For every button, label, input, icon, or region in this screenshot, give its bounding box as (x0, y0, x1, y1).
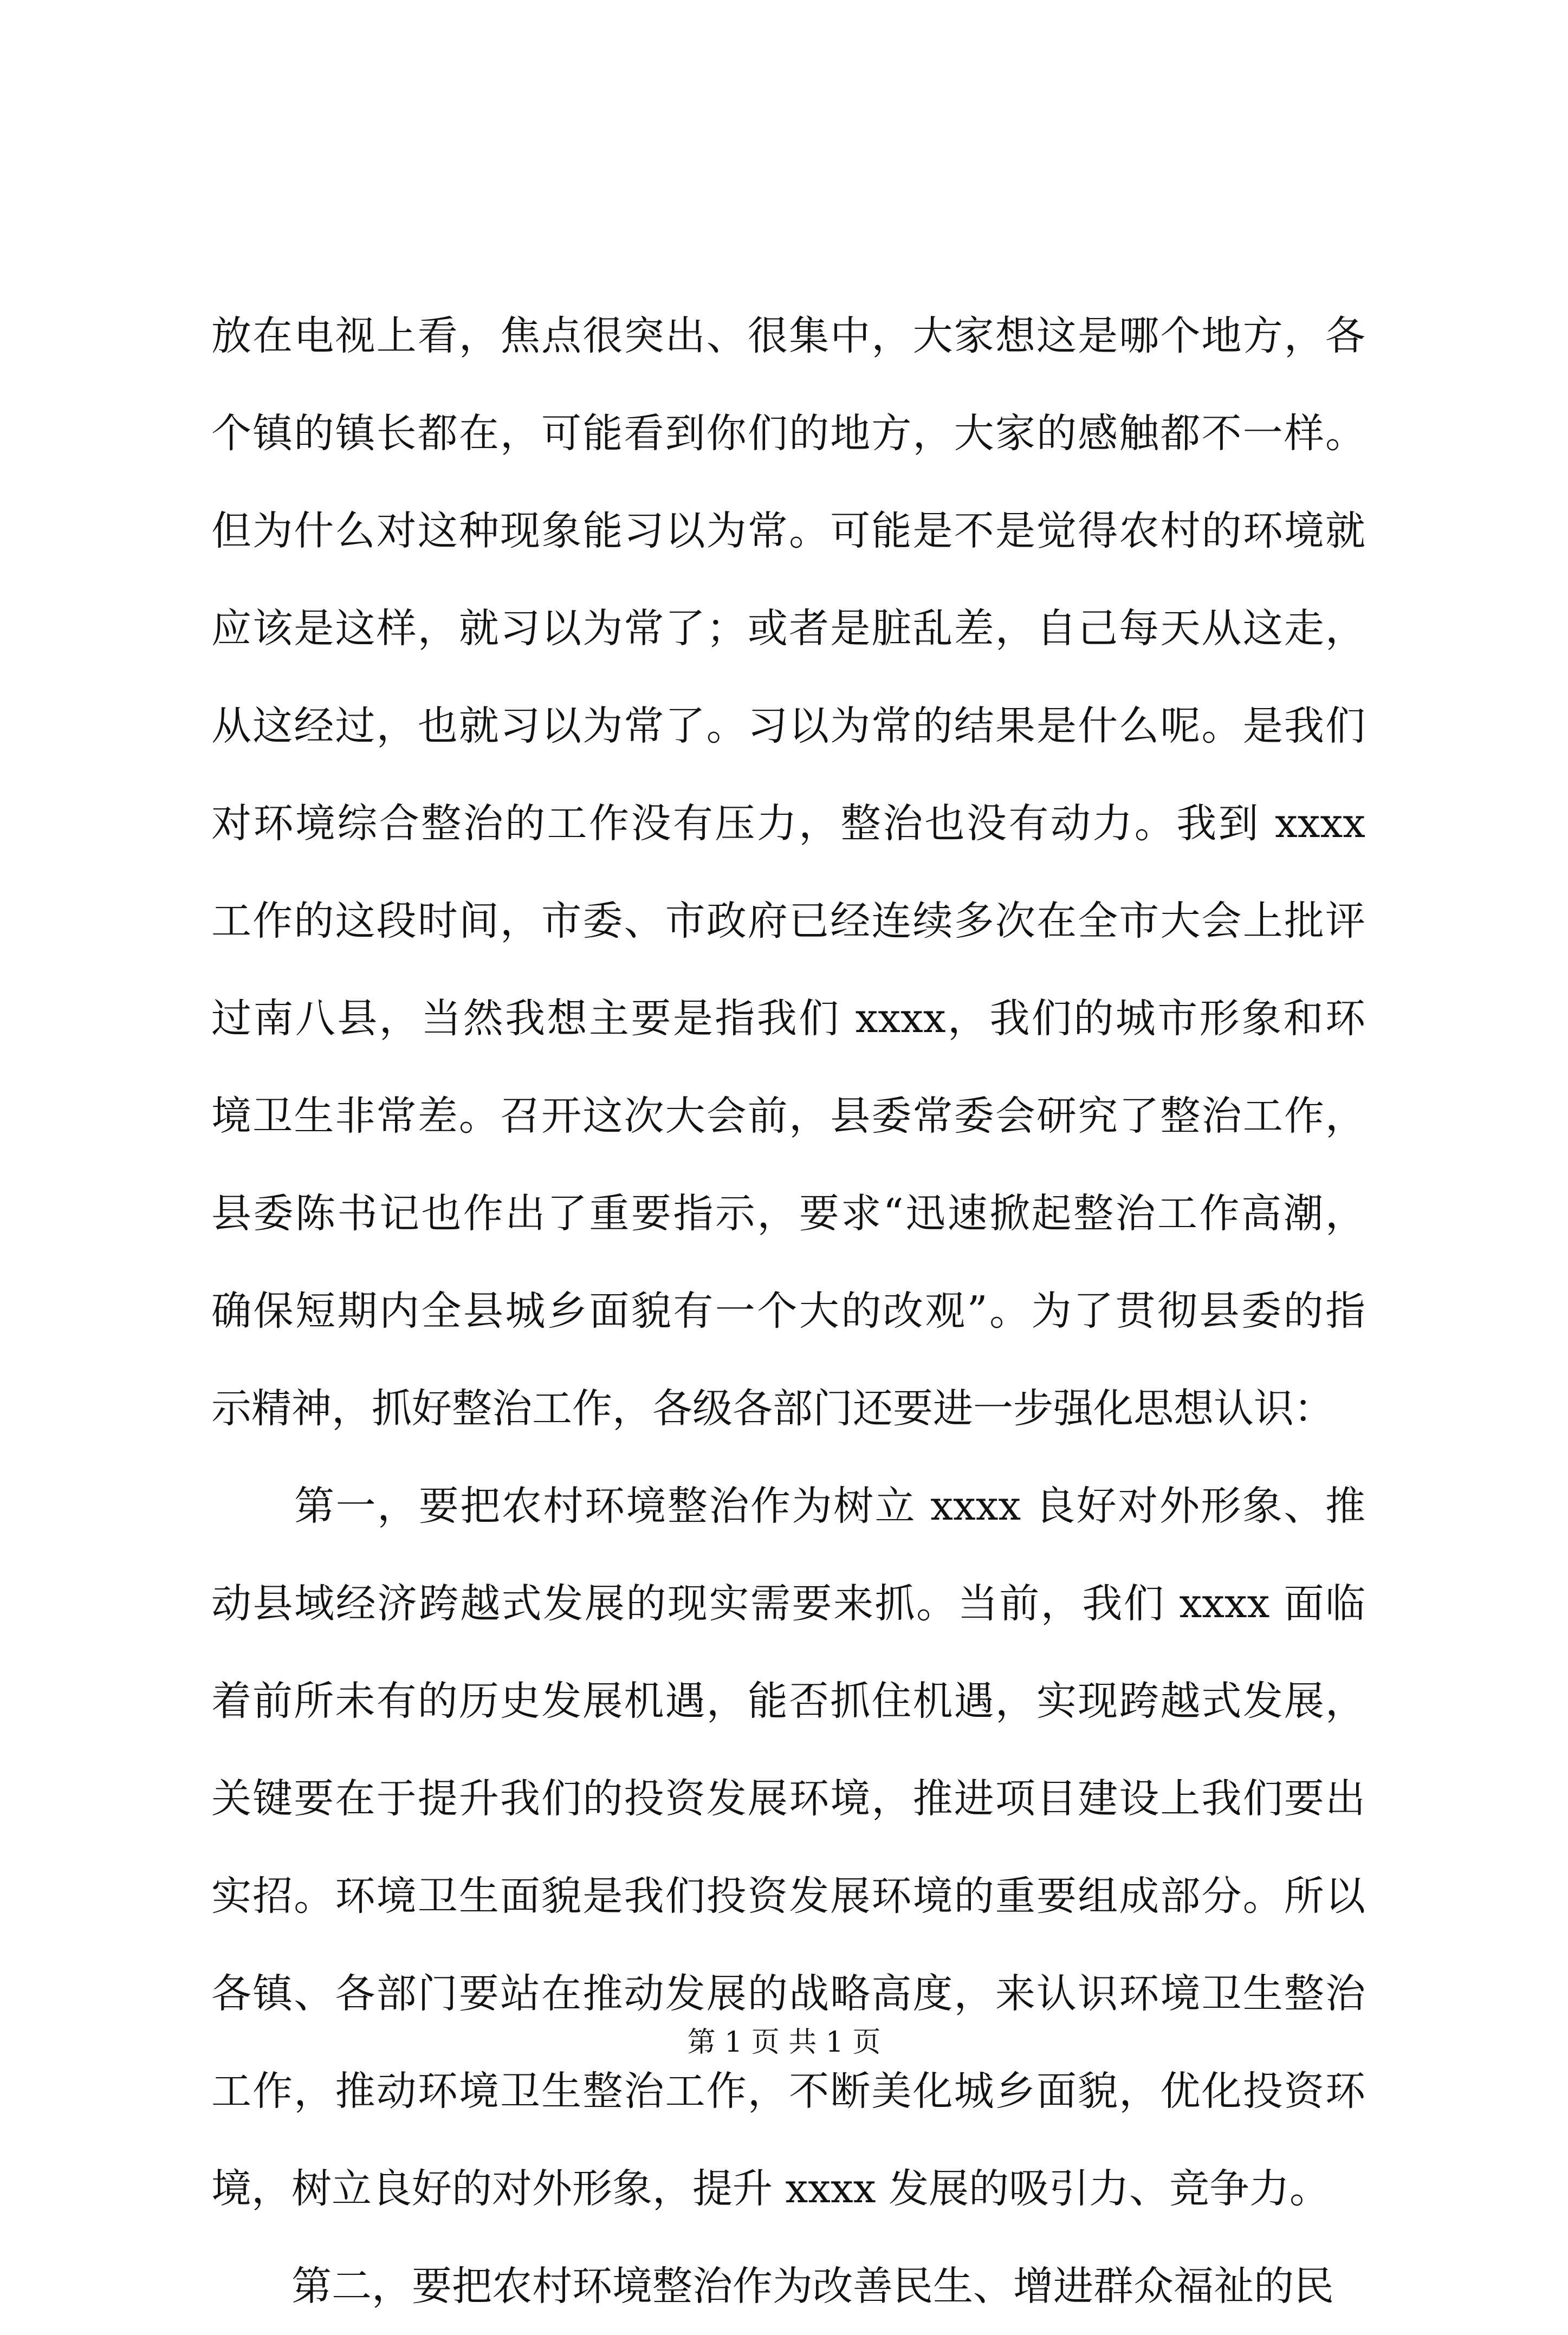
text-line: 第二，要把农村环境整治作为改善民生、增进群众福祉的民 (211, 2263, 1334, 2310)
text-line: 过南八县，当然我想主要是指我们 xxxx，我们的城市形象和环 (211, 995, 1365, 1042)
text-line: 但为什么对这种现象能习以为常。可能是不是觉得农村的环境就 (211, 508, 1365, 554)
text-line: 工作，推动环境卫生整治工作，不断美化城乡面貌，优化投资环 (211, 2068, 1365, 2115)
text-line: 着前所未有的历史发展机遇，能否抓住机遇，实现跨越式发展， (211, 1678, 1365, 1724)
text-line: 对环境综合整治的工作没有压力，整治也没有动力。我到 xxxx (211, 800, 1365, 847)
text-line: 境卫生非常差。召开这次大会前，县委常委会研究了整治工作， (211, 1093, 1365, 1139)
page-footer: 第 1 页 共 1 页 (687, 2026, 881, 2059)
text-line: 境，树立良好的对外形象，提升 xxxx 发展的吸引力、竞争力。 (211, 2165, 1330, 2212)
text-line: 工作的这段时间，市委、市政府已经连续多次在全市大会上批评 (211, 898, 1365, 944)
text-line: 放在电视上看，焦点很突出、很集中，大家想这是哪个地方，各 (211, 313, 1365, 359)
text-line: 示精神，抓好整治工作，各级各部门还要进一步强化思想认识： (211, 1385, 1334, 1432)
text-line: 实招。环境卫生面貌是我们投资发展环境的重要组成部分。所以 (211, 1873, 1365, 1919)
text-line: 县委陈书记也作出了重要指示，要求“迅速掀起整治工作高潮， (211, 1190, 1365, 1237)
text-line: 动县域经济跨越式发展的现实需要来抓。当前，我们 xxxx 面临 (211, 1580, 1365, 1627)
text-line: 第一，要把农村环境整治作为树立 xxxx 良好对外形象、推 (211, 1483, 1365, 1529)
text-line: 应该是这样，就习以为常了；或者是脏乱差，自己每天从这走， (211, 605, 1365, 652)
text-line: 个镇的镇长都在，可能看到你们的地方，大家的感触都不一样。 (211, 410, 1365, 457)
text-line: 各镇、各部门要站在推动发展的战略高度，来认识环境卫生整治 (211, 1970, 1365, 2017)
text-line: 关键要在于提升我们的投资发展环境，推进项目建设上我们要出 (211, 1775, 1365, 1822)
text-line: 确保短期内全县城乡面貌有一个大的改观”。为了贯彻县委的指 (211, 1288, 1365, 1334)
text-line: 从这经过，也就习以为常了。习以为常的结果是什么呢。是我们 (211, 703, 1365, 749)
